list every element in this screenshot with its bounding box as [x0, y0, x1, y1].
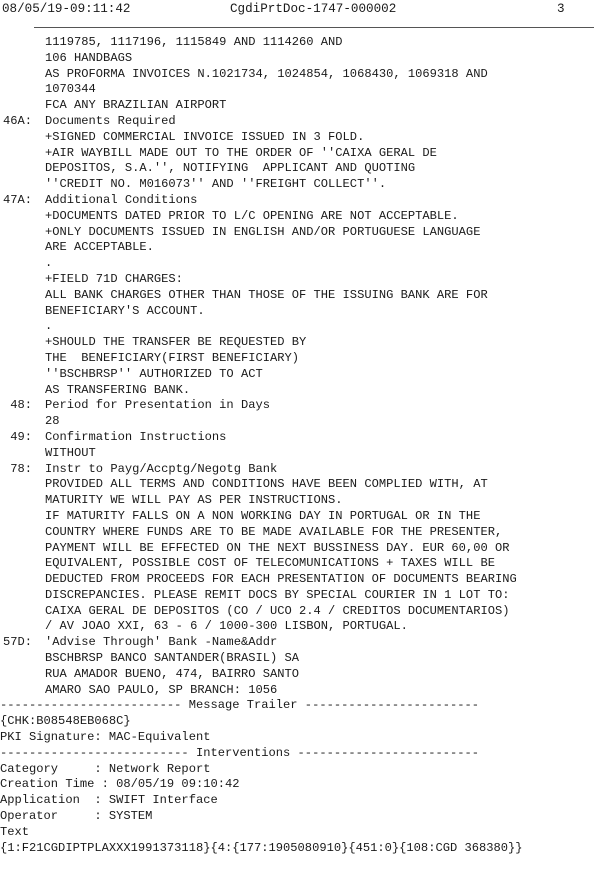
- field-text: 'Advise Through' Bank -Name&Addr: [45, 635, 278, 650]
- field-text-line: [0, 351, 609, 367]
- field-text: PROVIDED ALL TERMS AND CONDITIONS HAVE BEEN COMPLIED WITH, AT: [45, 477, 488, 492]
- field-text: 1070344: [45, 82, 96, 97]
- field-text: ''BSCHBRSP'' AUTHORIZED TO ACT: [45, 366, 263, 381]
- intervention-text-label: Text: [0, 824, 30, 839]
- intervention-creation-time: Creation Time : 08/05/19 09:10:42: [0, 777, 240, 792]
- field-text-line: [0, 146, 609, 162]
- field-text-line: [0, 67, 609, 83]
- field-text-line: [0, 319, 609, 335]
- field-text: .: [45, 256, 53, 271]
- field-text: AS TRANSFERING BANK.: [45, 382, 191, 397]
- trailer-chk: {CHK:B08548EB068C}: [0, 714, 131, 729]
- header-rule: [34, 27, 594, 28]
- field-text: +SIGNED COMMERCIAL INVOICE ISSUED IN 3 FOLD.: [45, 129, 365, 144]
- header-timestamp: 08/05/19-09:11:42: [2, 2, 131, 16]
- field-text-line: [0, 272, 609, 288]
- message-body: [0, 35, 609, 856]
- field-text-line: [0, 98, 609, 114]
- field-text-line: [0, 525, 609, 541]
- trailer-separator: ------------------------- Message Trailer ------------------------: [0, 698, 479, 713]
- field-text-line: [0, 35, 609, 51]
- intervention-text-value: {1:F21CGDIPTPLAXXX1991373118}{4:{177:1905080910}{451:0}{108:CGD 368380}}: [0, 840, 523, 855]
- field-text: / AV JOAO XXI, 63 - 6 / 1000-300 LISBON, PORTUGAL.: [45, 619, 408, 634]
- field-text: WITHOUT: [45, 445, 96, 460]
- field-text: 28: [45, 414, 60, 429]
- field-text-line: [0, 240, 609, 256]
- field-text-line: [0, 619, 609, 635]
- field-text: BENEFICIARY'S ACCOUNT.: [45, 303, 205, 318]
- field-heading-line: [0, 398, 609, 414]
- field-text-line: [0, 256, 609, 272]
- field-text-line: [0, 130, 609, 146]
- field-text-line: [0, 177, 609, 193]
- field-text-line: [0, 161, 609, 177]
- field-text: COUNTRY WHERE FUNDS ARE TO BE MADE AVAILABLE FOR THE PRESENTER,: [45, 524, 503, 539]
- field-text: 1119785, 1117196, 1115849 AND 1114260 AND: [45, 35, 343, 49]
- field-tag: 49:: [3, 429, 33, 444]
- field-text-line: [0, 51, 609, 67]
- field-tag: 48:: [3, 398, 33, 413]
- field-text-line: [0, 335, 609, 351]
- field-tag: 47A:: [3, 192, 33, 207]
- field-text-line: [0, 588, 609, 604]
- intervention-application: Application : SWIFT Interface: [0, 793, 218, 808]
- field-text-line: [0, 556, 609, 572]
- field-lines: [0, 35, 609, 698]
- field-heading-line: [0, 462, 609, 478]
- field-text-line: [0, 288, 609, 304]
- page-header: [0, 2, 609, 20]
- header-doc-id: CgdiPrtDoc-1747-000002: [230, 2, 397, 16]
- field-text-line: [0, 414, 609, 430]
- field-text-line: [0, 572, 609, 588]
- field-text-line: [0, 225, 609, 241]
- field-heading-line: [0, 193, 609, 209]
- field-heading-line: [0, 114, 609, 130]
- field-text: FCA ANY BRAZILIAN AIRPORT: [45, 98, 227, 113]
- field-tag: 57D:: [3, 635, 33, 650]
- field-text-line: [0, 304, 609, 320]
- field-text: +ONLY DOCUMENTS ISSUED IN ENGLISH AND/OR PORTUGUESE LANGUAGE: [45, 224, 481, 239]
- field-text-line: [0, 651, 609, 667]
- field-text: +SHOULD THE TRANSFER BE REQUESTED BY: [45, 335, 307, 350]
- field-text: AMARO SAO PAULO, SP BRANCH: 1056: [45, 682, 278, 697]
- field-tag: 46A:: [3, 113, 33, 128]
- field-text: +FIELD 71D CHARGES:: [45, 271, 183, 286]
- field-text-line: [0, 509, 609, 525]
- field-text: Additional Conditions: [45, 192, 198, 207]
- field-text-line: [0, 367, 609, 383]
- field-text: AS PROFORMA INVOICES N.1021734, 1024854, 1068430, 1069318 AND: [45, 66, 488, 81]
- interventions-separator: -------------------------- Interventions -------------------------: [0, 745, 479, 760]
- trailer-pki-signature: PKI Signature: MAC-Equivalent: [0, 730, 211, 745]
- field-text: RUA AMADOR BUENO, 474, BAIRRO SANTO: [45, 666, 300, 681]
- field-text: EQUIVALENT, POSSIBLE COST OF TELECOMUNICATIONS + TAXES WILL BE: [45, 556, 495, 571]
- field-text: Documents Required: [45, 113, 176, 128]
- field-text-line: [0, 446, 609, 462]
- field-text-line: [0, 683, 609, 699]
- field-text-line: [0, 477, 609, 493]
- field-text: THE BENEFICIARY(FIRST BENEFICIARY): [45, 350, 300, 365]
- intervention-operator: Operator : SYSTEM: [0, 809, 153, 824]
- field-text: IF MATURITY FALLS ON A NON WORKING DAY IN PORTUGAL OR IN THE: [45, 508, 481, 523]
- field-text: Confirmation Instructions: [45, 429, 227, 444]
- field-text: .: [45, 319, 53, 334]
- field-text: MATURITY WE WILL PAY AS PER INSTRUCTIONS.: [45, 493, 343, 508]
- field-text: ALL BANK CHARGES OTHER THAN THOSE OF THE ISSUING BANK ARE FOR: [45, 287, 488, 302]
- field-heading-line: [0, 430, 609, 446]
- field-text: +DOCUMENTS DATED PRIOR TO L/C OPENING ARE NOT ACCEPTABLE.: [45, 208, 459, 223]
- field-text: Period for Presentation in Days: [45, 398, 270, 413]
- intervention-category: Category : Network Report: [0, 761, 211, 776]
- field-text-line: [0, 667, 609, 683]
- field-text-line: [0, 604, 609, 620]
- field-text-line: [0, 493, 609, 509]
- field-tag: 78:: [3, 461, 33, 476]
- field-text: DEPOSITOS, S.A.'', NOTIFYING APPLICANT AND QUOTING: [45, 161, 416, 176]
- header-page-number: 3: [557, 2, 565, 16]
- field-text: DISCREPANCIES. PLEASE REMIT DOCS BY SPECIAL COURIER IN 1 LOT TO:: [45, 587, 510, 602]
- field-text: PAYMENT WILL BE EFFECTED ON THE NEXT BUSSINESS DAY. EUR 60,00 OR: [45, 540, 510, 555]
- field-heading-line: [0, 635, 609, 651]
- field-text: ARE ACCEPTABLE.: [45, 240, 154, 255]
- field-text-line: [0, 209, 609, 225]
- field-text: +AIR WAYBILL MADE OUT TO THE ORDER OF ''CAIXA GERAL DE: [45, 145, 437, 160]
- field-text: Instr to Payg/Accptg/Negotg Bank: [45, 461, 278, 476]
- field-text-line: [0, 541, 609, 557]
- field-text-line: [0, 82, 609, 98]
- field-text: ''CREDIT NO. M016073'' AND ''FREIGHT COLLECT''.: [45, 177, 387, 192]
- field-text: DEDUCTED FROM PROCEEDS FOR EACH PRESENTATION OF DOCUMENTS BEARING: [45, 572, 517, 587]
- field-text: 106 HANDBAGS: [45, 50, 133, 65]
- field-text-line: [0, 383, 609, 399]
- field-text: BSCHBRSP BANCO SANTANDER(BRASIL) SA: [45, 651, 300, 666]
- field-text: CAIXA GERAL DE DEPOSITOS (CO / UCO 2.4 / CREDITOS DOCUMENTARIOS): [45, 603, 510, 618]
